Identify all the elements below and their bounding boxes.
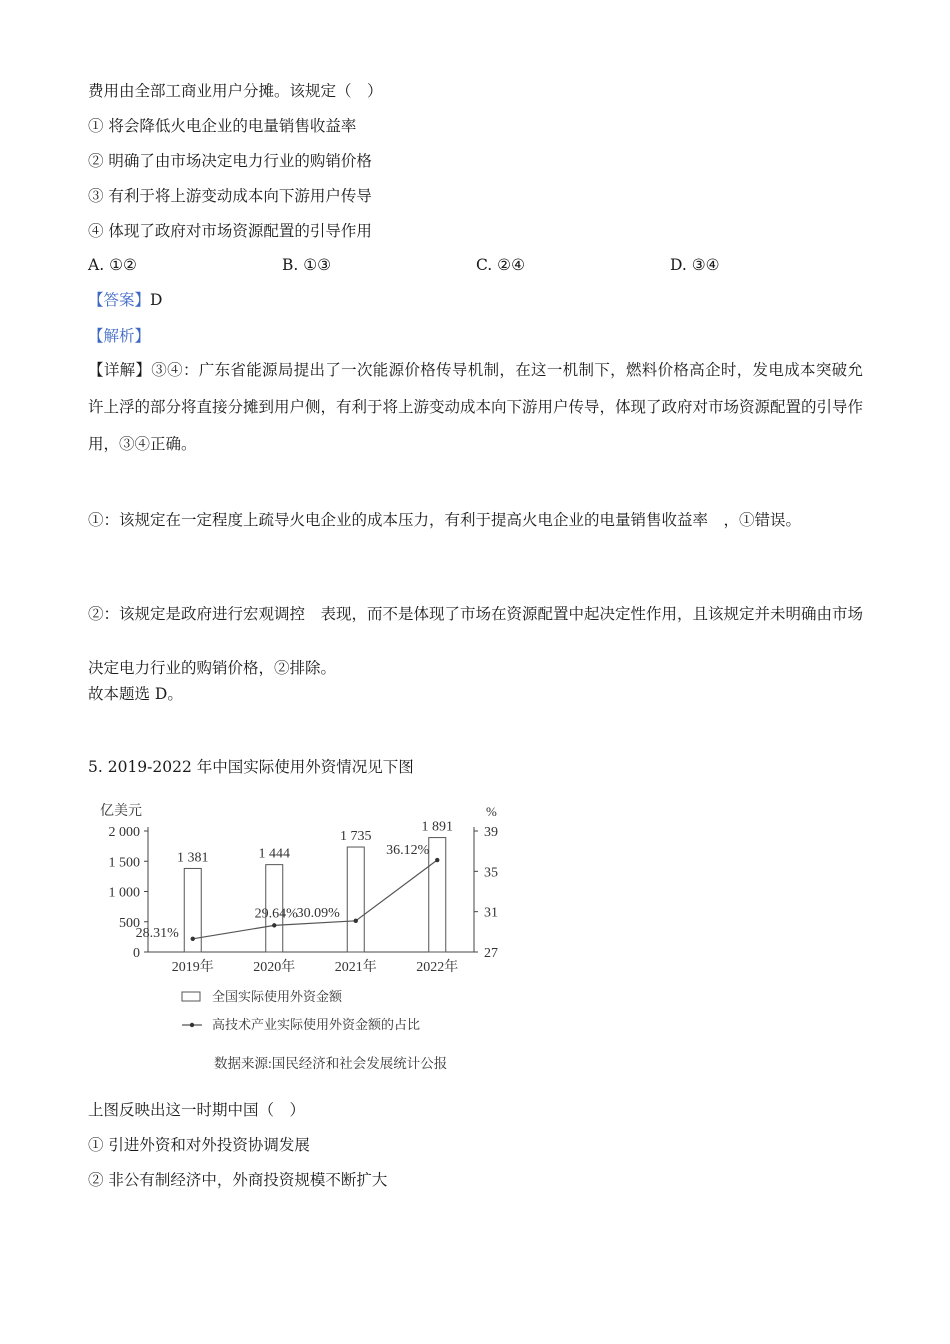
right-axis-unit: % bbox=[486, 804, 497, 819]
q4-statement-3: ③ 有利于将上游变动成本向下游用户传导 bbox=[88, 187, 372, 205]
legend-bar-swatch bbox=[182, 992, 200, 1001]
analysis-tag: 【解析】 bbox=[88, 327, 151, 345]
bar bbox=[347, 847, 364, 952]
q4-option-c bbox=[476, 254, 525, 276]
q5-statement-1: ① 引进外资和对外投资协调发展 bbox=[88, 1136, 310, 1154]
option-text: ③④ bbox=[691, 256, 720, 274]
q4-option-d bbox=[670, 254, 720, 276]
line-series bbox=[191, 858, 440, 941]
q4-statement-1: ① 将会降低火电企业的电量销售收益率 bbox=[88, 117, 357, 135]
fdi-chart bbox=[90, 795, 520, 1080]
legend-line-marker bbox=[190, 1023, 194, 1027]
bar-value-label: 1 735 bbox=[340, 829, 372, 845]
q4-statement-4: ④ 体现了政府对市场资源配置的引导作用 bbox=[88, 222, 372, 240]
chart-source: 数据来源:国民经济和社会发展统计公报 bbox=[214, 1056, 448, 1071]
answer-tag: 【答案】 bbox=[88, 291, 151, 309]
option-text: ①③ bbox=[303, 256, 332, 274]
option-text: ②④ bbox=[497, 256, 525, 274]
right-tick-label: 39 bbox=[484, 825, 498, 840]
line-point bbox=[354, 919, 358, 923]
q4-stem-tail: 费用由全部工商业用户分摊。该规定（ ） bbox=[88, 82, 383, 100]
line-value-label: 29.64% bbox=[254, 906, 298, 922]
option-letter: A. bbox=[88, 256, 110, 274]
q4-option-b bbox=[282, 254, 331, 276]
option-letter: D. bbox=[670, 256, 692, 274]
analysis-para-1: ①：该规定在一定程度上疏导火电企业的成本压力，有利于提高火电企业的电量销售收益率 ，①错误。 bbox=[88, 511, 802, 529]
line-value-label: 28.31% bbox=[135, 925, 179, 941]
analysis-para-2: ②：该规定是政府进行宏观调控 表现，而不是体现了市场在资源配置中起决定性作用，且该规定并未明确由市场决定电力行业的购销价格，②排除。 bbox=[88, 605, 864, 677]
category-label: 2020年 bbox=[253, 960, 296, 975]
option-letter: B. bbox=[282, 256, 304, 274]
line-value-label: 36.12% bbox=[386, 843, 430, 859]
chart-legend bbox=[182, 989, 420, 1032]
series-line bbox=[193, 860, 438, 939]
conclusion: 故本题选 D。 bbox=[88, 685, 183, 703]
left-tick-label: 0 bbox=[133, 946, 140, 961]
right-tick-label: 35 bbox=[484, 865, 498, 881]
left-axis-unit: 亿美元 bbox=[100, 804, 142, 819]
bar-value-label: 1 444 bbox=[258, 846, 290, 862]
detail-tag: 【详解】 bbox=[88, 361, 152, 379]
q5-statement-2: ② 非公有制经济中，外商投资规模不断扩大 bbox=[88, 1171, 388, 1189]
bar-value-label: 1 381 bbox=[177, 850, 209, 866]
left-tick-label: 2 000 bbox=[108, 825, 140, 840]
line-value-label: 30.09% bbox=[296, 905, 340, 921]
q5-stem: 5. 2019-2022 年中国实际使用外资情况见下图 bbox=[88, 758, 414, 776]
line-point bbox=[435, 858, 439, 862]
category-label: 2019年 bbox=[171, 960, 214, 975]
detail-text: ③④：广东省能源局提出了一次能源价格传导机制，在这一机制下，燃料价格高企时，发电成本突破允许上浮的部分将直接分摊到用户侧，有利于将上游变动成本向下游用户传导，体现了政府对市场资源配置的引导作用，③④正确。 bbox=[88, 361, 864, 453]
legend-bar-label: 全国实际使用外资金额 bbox=[212, 989, 343, 1004]
answer-line bbox=[88, 289, 162, 311]
detail-paragraph bbox=[88, 352, 863, 463]
right-axis-ticks bbox=[474, 825, 498, 961]
option-text: ①② bbox=[109, 256, 137, 274]
right-tick-label: 27 bbox=[484, 946, 498, 961]
right-tick-label: 31 bbox=[484, 905, 498, 921]
answer-value: D bbox=[150, 291, 163, 309]
bar-value-label: 1 891 bbox=[421, 819, 453, 835]
q5-prompt: 上图反映出这一时期中国（ ） bbox=[88, 1101, 306, 1119]
legend-line-label: 高技术产业实际使用外资金额的占比 bbox=[212, 1017, 421, 1032]
line-point bbox=[272, 923, 276, 927]
left-tick-label: 500 bbox=[119, 915, 140, 931]
option-letter: C. bbox=[476, 256, 498, 274]
category-label: 2021年 bbox=[334, 960, 377, 975]
bar bbox=[429, 838, 446, 952]
line-point bbox=[191, 937, 195, 941]
category-label: 2022年 bbox=[416, 960, 459, 975]
category-labels bbox=[172, 958, 459, 975]
q4-statement-2: ② 明确了由市场决定电力行业的购销价格 bbox=[88, 152, 372, 170]
left-tick-label: 1 500 bbox=[108, 855, 140, 871]
left-tick-label: 1 000 bbox=[108, 885, 140, 901]
q4-option-a bbox=[88, 254, 137, 276]
